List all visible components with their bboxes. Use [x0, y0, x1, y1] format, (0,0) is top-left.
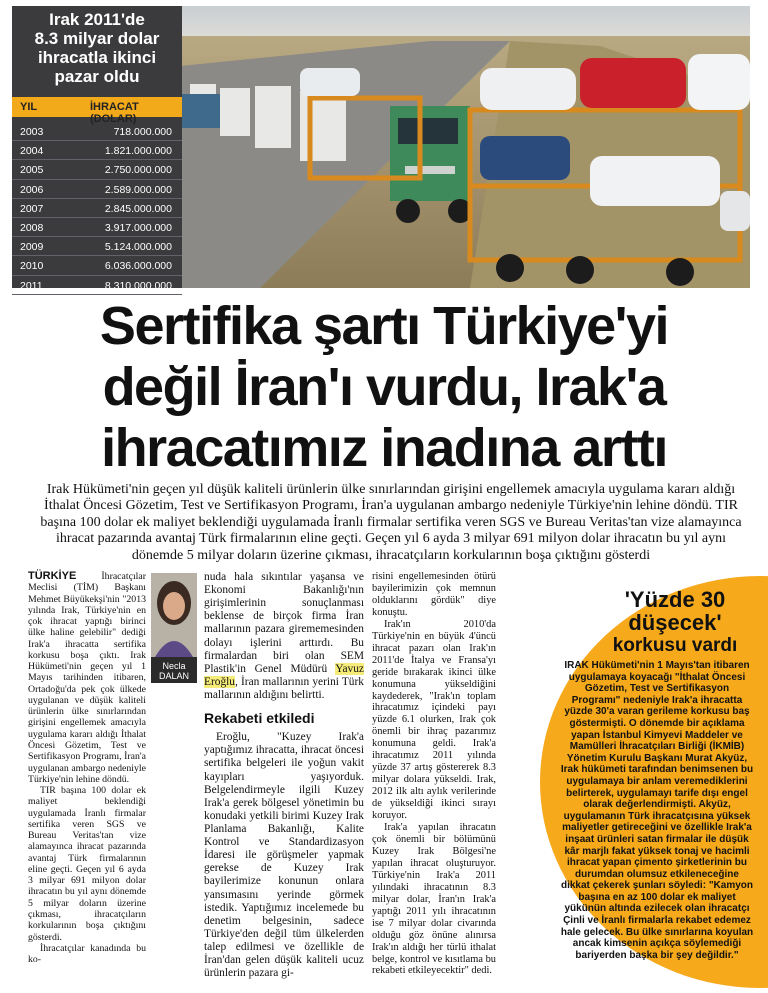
- table-title: [12, 6, 182, 92]
- row-value: 3.917.000.000: [104, 221, 172, 234]
- table-row: [12, 218, 182, 237]
- row-value: 2.750.000.000: [104, 164, 172, 177]
- author-first-name: Necla: [162, 661, 186, 671]
- sidebar-title-line: korkusu vardı: [612, 635, 738, 656]
- headline-line: ihracatımız inadına arttı: [101, 418, 667, 478]
- table-row: [12, 180, 182, 199]
- table-row: [12, 141, 182, 160]
- lead-word: TÜRKİYE: [28, 570, 77, 582]
- row-value: 6.036.000.000: [104, 260, 172, 273]
- column-text: , İran mallarının yerini Türk mallarının aldığını belirtti.: [204, 675, 364, 701]
- article-column-1: [28, 571, 146, 965]
- row-year: 2010: [20, 260, 44, 273]
- row-value: 2.589.000.000: [104, 183, 172, 196]
- row-year: 2009: [20, 241, 44, 254]
- column-text: Irak'ın 2010'da Türkiye'nin en büyük 4'üncü ihracat pazarı olan Irak'ın 2011'de İtalya ve Fransa'yı geride bırakarak ikinci ülke konumuna yükseldiğini kaydederek, "Irak'ın toplam ihracatımız içindeki payı yüzde 6.1 olurken, Irak çok önemli bir ihraç pazarımız konumuna geldi. Irak'a ihracatımız 2011 yılında yüzde 37 artış göstererek 8.3 milyar dolara yükseldi. Irak, 2012 ilk altı aylık verilerinde de yükseldiği ikinci sırayı koruyor.: [372, 618, 496, 822]
- column-text: İhracatçılar kanadında bu ko-: [28, 942, 146, 966]
- row-year: 2004: [20, 145, 44, 158]
- row-year: 2003: [20, 126, 44, 138]
- table-title-line: Irak 2011'de: [49, 10, 145, 29]
- column-text: Eroğlu, "Kuzey Irak'a yaptığımız ihracatta, ihracat öncesi sertifika belgeleri ile yoğun vakit kayıpları yaşıyorduk. Belgelendirmeyle ilgili Kuzey Irak'a gerek bölgesel yönetimin bu konudaki yetkili birimi Kuzey Irak Planlama Bakanlığı, Kalite Kontrol ve Standardizasyon İdaresi ile görüşmeler yapmak gerekse de Kuzey Irak bayilerimize konunun onlara yansımasını yerinde görmek istedik. Yaptığımız incelemede bu denetim belgesinin, sadece Türkiye'den değil tüm ülkelerden talep edilmesi ve özellikle de İran'dan gelen düşük kaliteli ucuz ürünlerin pazara gi-: [204, 731, 364, 980]
- sidebar-text: IRAK Hükümeti'nin 1 Mayıs'tan itibaren uygulamaya koyacağı "İthalat Öncesi Gözetim, Test ve Sertifikasyon Programı" nedeniyle Irak'a ihracatta yüzde 30'a varan gerileme korkusu baş göstermişti. O dönemde bir açıklama yapan İstanbul Kimyevi Maddeler ve Mamülleri İhracatçıları Birliği (İKMİB) Yönetim Kurulu Başkanı Murat Akyüz, Irak hükümeti tarafından benimsenen bu uygulamaya bir anlam veremediklerini belirterek, uygulamayı tarife dışı engel olarak değerlendirmişti. Akyüz, uygulamanın Türk ihracatçısına yüksek maliyetler getireceğini ve özellikle Irak'a inşaat ürünleri satan firmalar ile düşük kâr marjlı fakat yüksek tonaj ve hacimli ihracat yapan çimento şirketlerinin bu durumdan olumsuz etkileneceğine dikkat çekerek şunları söyledi: "Kamyon başına en az 100 dolar ek maliyet yükünün altında ezilecek olan ihracatçı Çinli ve İranlı firmalarla rekabet edemez hale gelecek. Bu ülke sınırlarına koyulan ancak kimsenin açıkça söylemediği bariyerden başka bir şey değildir.": [560, 660, 754, 961]
- table-title-line: ihracatla ikinci: [37, 48, 157, 67]
- row-value: 5.124.000.000: [104, 241, 172, 254]
- table-title-line: 8.3 milyar dolar: [34, 29, 160, 48]
- author-photo: [151, 573, 197, 683]
- article-column-3: [372, 571, 496, 977]
- column-text: İhracatçılar Meclisi (TİM) Başkanı Mehmet Büyükekşi'nin "2013 yılında Irak, Türkiye'nin en çok ihracat yaptığı birinci ülke haline gelebilir" dediği Irak'a ihracatta sertifika korkusu boşa çıktı. Irak Hükümeti'nin geçen yıl 1 Mayıs tarihinden itibaren, Ortadoğu'da pek çok ülkede uygulanan ve düşük kaliteli ürünlerin ülke sınırlarından girişini engellemek amacıyla uygulama kararı aldığı İthalat Öncesi Gözetim, Test ve Sertifikasyon Programı, İran'a uygulanan ambargo nedeniyle Türkiye'nin lehine döndü.: [28, 571, 146, 785]
- table-body: [12, 122, 182, 295]
- table-row: [12, 160, 182, 179]
- article-column-2: [204, 571, 364, 980]
- table-row: [12, 199, 182, 218]
- table-row: [12, 256, 182, 275]
- row-year: 2011: [20, 279, 43, 292]
- row-year: 2006: [20, 183, 44, 196]
- highlighted-name: Yavuz Eroğlu: [204, 662, 364, 688]
- row-year: 2007: [20, 202, 44, 215]
- header-export: İHRACAT (DOLAR): [90, 101, 139, 125]
- row-year: 2005: [20, 164, 44, 177]
- row-value: 8.310.000.000: [104, 279, 172, 292]
- table-row: [12, 237, 182, 256]
- author-name: [151, 661, 197, 681]
- column-text: nuda hala sıkıntılar yaşansa ve Ekonomi Bakanlığı'nın girişimlerinin sonuçlanması beklense de birçok firma İran mallarının pazara girememesinden dolayı işlerini arttırdı. Bu firmalardan biri olan SEM Plastik'in Genel Müdürü: [204, 571, 364, 675]
- table-title-line: pazar oldu: [54, 67, 140, 86]
- row-value: 2.845.000.000: [104, 202, 172, 215]
- sidebar-title: [600, 588, 750, 657]
- subheading: Rekabeti etkiledi: [204, 710, 315, 727]
- table-header: [12, 97, 182, 125]
- sidebar-title-line: 'Yüzde 30: [624, 587, 726, 612]
- column-text: TIR başına 100 dolar ek maliyet beklendiği uygulamada İranlı firmalar sertifika veren SGS ve Bureau Veritas'tan vize alamayınca ihracat pazarında avantaj Türk firmalarının eline geçti. Geçen yıl 6 ayda 3 milyar 691 milyon dolar ihracatın bu yıl aynı dönemde 5 milyar doların üzerine çıkması, ihracatçıların korkularının boşa çıktığını gösterdi.: [28, 785, 146, 943]
- row-value: 1.821.000.000: [104, 145, 172, 158]
- truck-convoy-photo: [180, 6, 750, 288]
- row-value: 718.000.000: [113, 126, 172, 138]
- headline: [14, 296, 754, 479]
- author-last-name: DALAN: [158, 671, 189, 681]
- table-row: [12, 276, 182, 295]
- export-table: [12, 6, 182, 292]
- headline-line: değil İran'ı vurdu, Irak'a: [102, 357, 666, 417]
- headline-line: Sertifika şartı Türkiye'yi: [99, 296, 669, 356]
- header-year: YIL: [20, 101, 38, 113]
- author-portrait: [151, 573, 197, 657]
- column-text: risini engellemesinden ötürü bayilerimizin çok memnun olduklarını gördük" diye konuştu.: [372, 571, 496, 618]
- column-text: Irak'a yapılan ihracatın çok önemli bir bölümünü Kuzey Irak Bölgesi'ne yapılan ihracat oluşturuyor. Türkiye'nin Irak'a 2011 yılındaki ihracatının 8.3 milyar dolar, İran'ın Irak'a yaptığı 2011 yılı ihracatının ise 7 milyar dolar civarında olduğu göz önüne alınırsa Irak'ın aldığı her türlü ithalat belge, kontrol ve kısıtlama bu rekabeti etkileyecektir" dedi.: [372, 822, 496, 977]
- lead-paragraph: Irak Hükümeti'nin geçen yıl düşük kaliteli ürünlerin ülke sınırlarından girişini engellemek amacıyla uygulama kararı aldığı İthalat Öncesi Gözetim, Test ve Sertifikasyon Programı, İran'a uygulanan ambargo nedeniyle Türkiye'nin lehine döndü. TIR başına 100 dolar ek maliyet beklendiği uygulamada İranlı firmalar sertifika veren SGS ve Bureau Veritas'tan vize alamayınca ihracat pazarında avantaj Türk firmalarının eline geçti. Geçen yıl 6 ayda 3 milyar 691 milyon dolar ihracatın bu yıl aynı dönemde 5 milyar doların üzerine çıkması, ihracatçıların korkularının boşa çıktığını gösterdi: [40, 482, 742, 563]
- table-row: [12, 122, 182, 141]
- sidebar-title-line: düşecek': [628, 610, 722, 635]
- row-year: 2008: [20, 221, 44, 234]
